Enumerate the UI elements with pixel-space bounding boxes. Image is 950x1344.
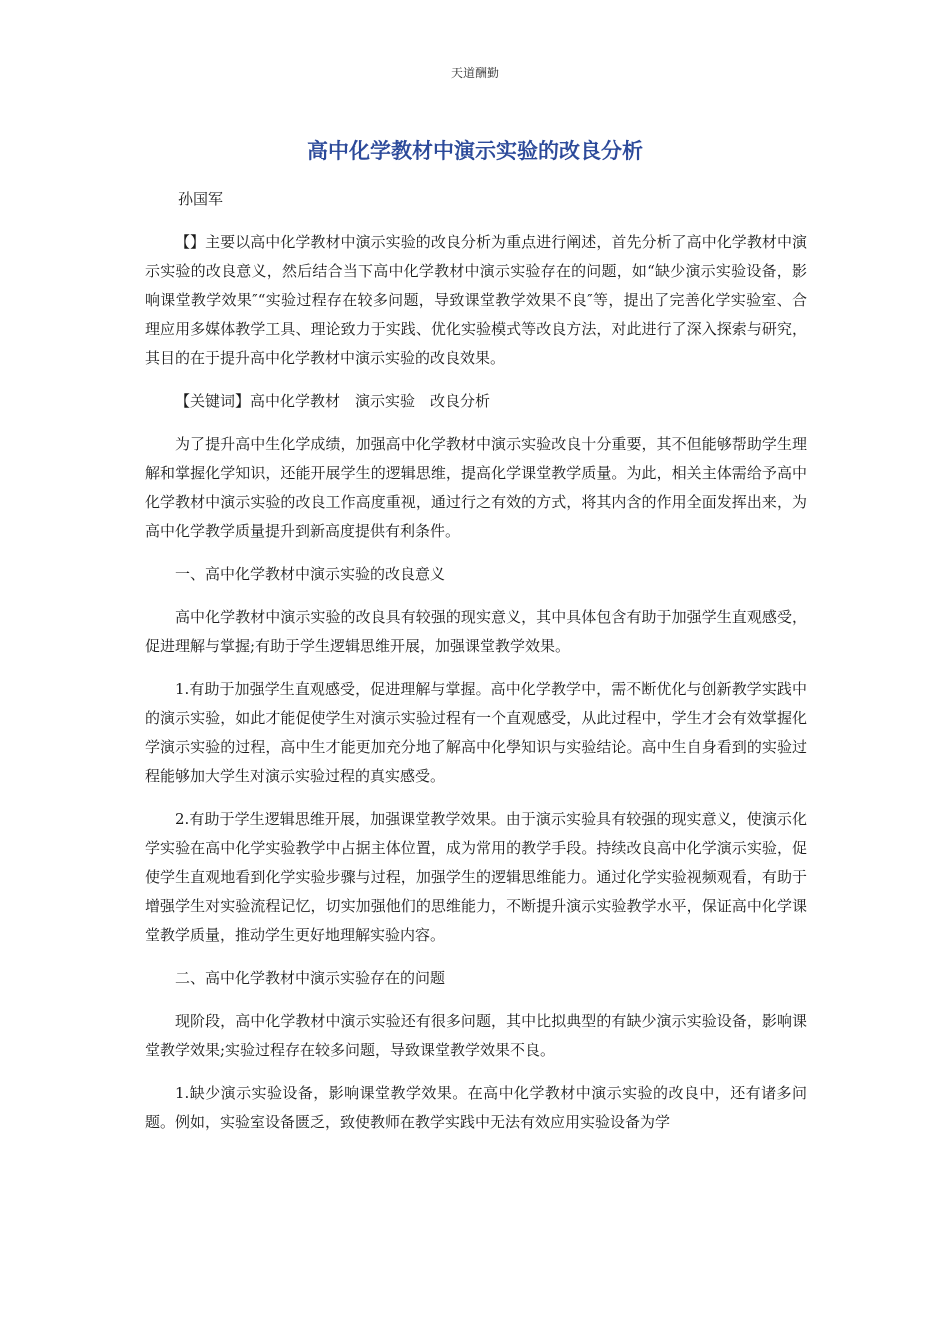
keywords-paragraph: 【关键词】高中化学教材 演示实验 改良分析 (175, 392, 491, 410)
body-paragraph: 为了提升高中生化学成绩，加强高中化学教材中演示实验改良十分重要，其不但能够帮助学生理解和掌握化学知识，还能开展学生的逻辑思维，提高化学课堂教学质量。为此，相关主体需给予高中化学教材中演示实验的改良工作高度重视，通过行之有效的方式，将其内含的作用全面发挥出来，为高中化学教学质量提升到新高度提供有利条件。 (145, 435, 807, 540)
section-heading: 二、高中化学教材中演示实验存在的问题 (175, 969, 446, 987)
section-heading: 一、高中化学教材中演示实验的改良意义 (175, 565, 446, 583)
body-paragraph: 1.有助于加强学生直观感受，促进理解与掌握。高中化学教学中，需不断优化与创新教学实践中的演示实验，如此才能促使学生对演示实验过程有一个直观感受，从此过程中，学生才会有效掌握化学演示实验的过程，高中生才能更加充分地了解高中化學知识与实验结论。高中生自身看到的实验过程能够加大学生对演示实验过程的真实感受。 (145, 680, 807, 785)
abstract-paragraph: 【】主要以高中化学教材中演示实验的改良分析为重点进行阐述，首先分析了高中化学教材中演示实验的改良意义，然后结合当下高中化学教材中演示实验存在的问题，如“缺少演示实验设备，影响课堂教学效果″“实验过程存在较多问题，导致课堂教学效果不良″等，提出了完善化学实验室、合理应用多媒体教学工具、理论致力于实践、优化实验模式等改良方法，对此进行了深入探索与研究，其目的在于提升高中化学教材中演示实验的改良效果。 (145, 233, 807, 367)
author-name: 孙国军 (178, 190, 224, 208)
body-paragraph: 高中化学教材中演示实验的改良具有较强的现实意义，其中具体包含有助于加强学生直观感受，促进理解与掌握;有助于学生逻辑思维开展，加强课堂教学效果。 (145, 608, 807, 655)
body-paragraph: 现阶段，高中化学教材中演示实验还有很多问题，其中比拟典型的有缺少演示实验设备，影响课堂教学效果;实验过程存在较多问题，导致课堂教学效果不良。 (145, 1012, 807, 1059)
body-paragraph: 2.有助于学生逻辑思维开展，加强课堂教学效果。由于演示实验具有较强的现实意义，使演示化学实验在高中化学实验教学中占据主体位置，成为常用的教学手段。持续改良高中化学演示实验，促使学生直观地看到化学实验步骤与过程，加强学生的逻辑思维能力。通过化学实验视频观看，有助于增强学生对实验流程记忆，切实加强他们的思维能力，不断提升演示实验教学水平，保证高中化学课堂教学质量，推动学生更好地理解实验内容。 (145, 810, 807, 944)
header-mark: 天道酬勤 (450, 66, 499, 80)
body-paragraph: 1.缺少演示实验设备，影响课堂教学效果。在高中化学教材中演示实验的改良中，还有诸多问题。例如，实验室设备匮乏，致使教师在教学实践中无法有效应用实验设备为学 (145, 1084, 807, 1131)
document-title: 高中化学教材中演示实验的改良分析 (307, 139, 643, 163)
document-body (145, 228, 807, 1151)
